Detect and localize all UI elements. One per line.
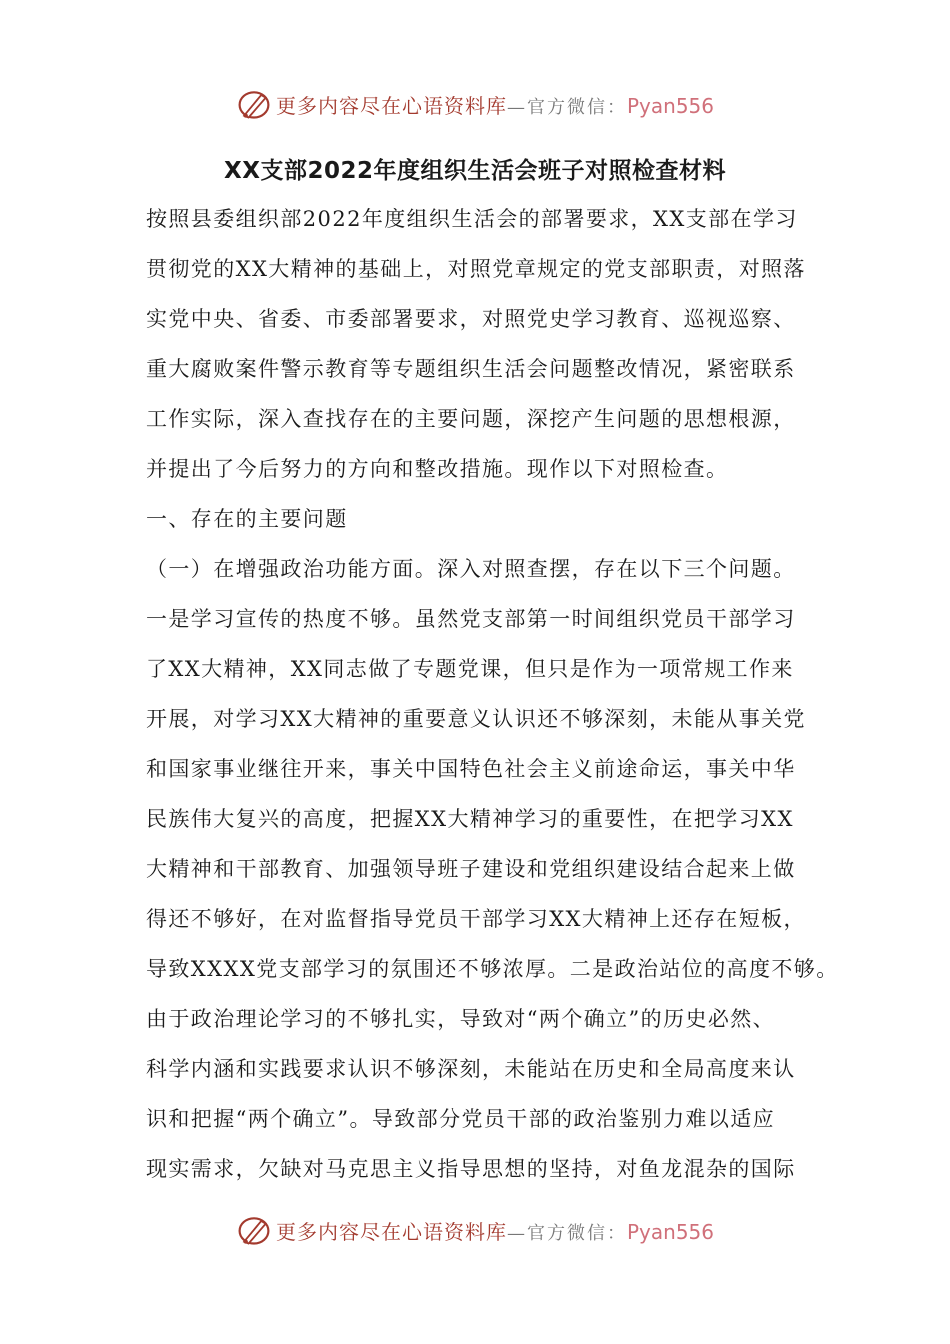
watermark-text xyxy=(276,1216,714,1245)
body-text-line: 了XX大精神，XX同志做了专题党课，但只是作为一项常规工作来 xyxy=(146,657,794,681)
body-text-line: 得还不够好，在对监督指导党员干部学习XX大精神上还存在短板， xyxy=(146,907,806,931)
top-watermark-banner xyxy=(0,82,950,126)
body-text-line: 并提出了今后努力的方向和整改措施。现作以下对照检查。 xyxy=(146,457,729,481)
body-text-line: （一）在增强政治功能方面。深入对照查摆，存在以下三个问题。 xyxy=(146,557,796,581)
document-body xyxy=(146,194,839,1194)
body-text-line: 一是学习宣传的热度不够。虽然党支部第一时间组织党员干部学习 xyxy=(146,607,796,631)
pen-nib-logo-icon xyxy=(236,1212,272,1248)
watermark-wechat-id: Pyan556 xyxy=(626,93,714,118)
body-text-line: 按照县委组织部2022年度组织生活会的部署要求，XX支部在学习 xyxy=(146,207,798,231)
document-title: XX支部2022年度组织生活会班子对照检查材料 xyxy=(224,158,726,184)
watermark-wechat-id: Pyan556 xyxy=(626,1219,714,1244)
watermark-official-label: 官方微信： xyxy=(526,1222,627,1244)
body-text-line: 民族伟大复兴的高度，把握XX大精神学习的重要性，在把学习XX xyxy=(146,807,794,831)
body-text-line: 导致XXXX党支部学习的氛围还不够浓厚。二是政治站位的高度不够。 xyxy=(146,957,839,981)
watermark-official-label: 官方微信： xyxy=(526,96,627,118)
watermark-separator: — xyxy=(506,1222,527,1244)
bottom-watermark-banner xyxy=(0,1208,950,1252)
pen-nib-logo-icon xyxy=(236,86,272,122)
body-text-line: 一、存在的主要问题 xyxy=(146,507,348,531)
body-text-line: 科学内涵和实践要求认识不够深刻，未能站在历史和全局高度来认 xyxy=(146,1057,796,1081)
body-text-line: 开展，对学习XX大精神的重要意义认识还不够深刻，未能从事关党 xyxy=(146,707,806,731)
body-text-line: 实党中央、省委、市委部署要求，对照党史学习教育、巡视巡察、 xyxy=(146,307,796,331)
body-text-line: 重大腐败案件警示教育等专题组织生活会问题整改情况，紧密联系 xyxy=(146,357,796,381)
body-text-line: 现实需求，欠缺对马克思主义指导思想的坚持，对鱼龙混杂的国际 xyxy=(146,1157,796,1181)
watermark-site-text: 更多内容尽在心语资料库 xyxy=(275,93,507,118)
body-text-line: 工作实际，深入查找存在的主要问题，深挖产生问题的思想根源， xyxy=(146,407,796,431)
watermark-text xyxy=(276,90,714,119)
body-text-line: 识和把握“两个确立”。导致部分党员干部的政治鉴别力难以适应 xyxy=(146,1107,776,1131)
body-text-line: 大精神和干部教育、加强领导班子建设和党组织建设结合起来上做 xyxy=(146,857,796,881)
body-text-line: 由于政治理论学习的不够扎实，导致对“两个确立”的历史必然、 xyxy=(146,1007,776,1031)
watermark-site-text: 更多内容尽在心语资料库 xyxy=(275,1219,507,1244)
body-text-line: 和国家事业继往开来，事关中国特色社会主义前途命运，事关中华 xyxy=(146,757,796,781)
body-text-line: 贯彻党的XX大精神的基础上，对照党章规定的党支部职责，对照落 xyxy=(146,257,806,281)
watermark-separator: — xyxy=(506,96,527,118)
